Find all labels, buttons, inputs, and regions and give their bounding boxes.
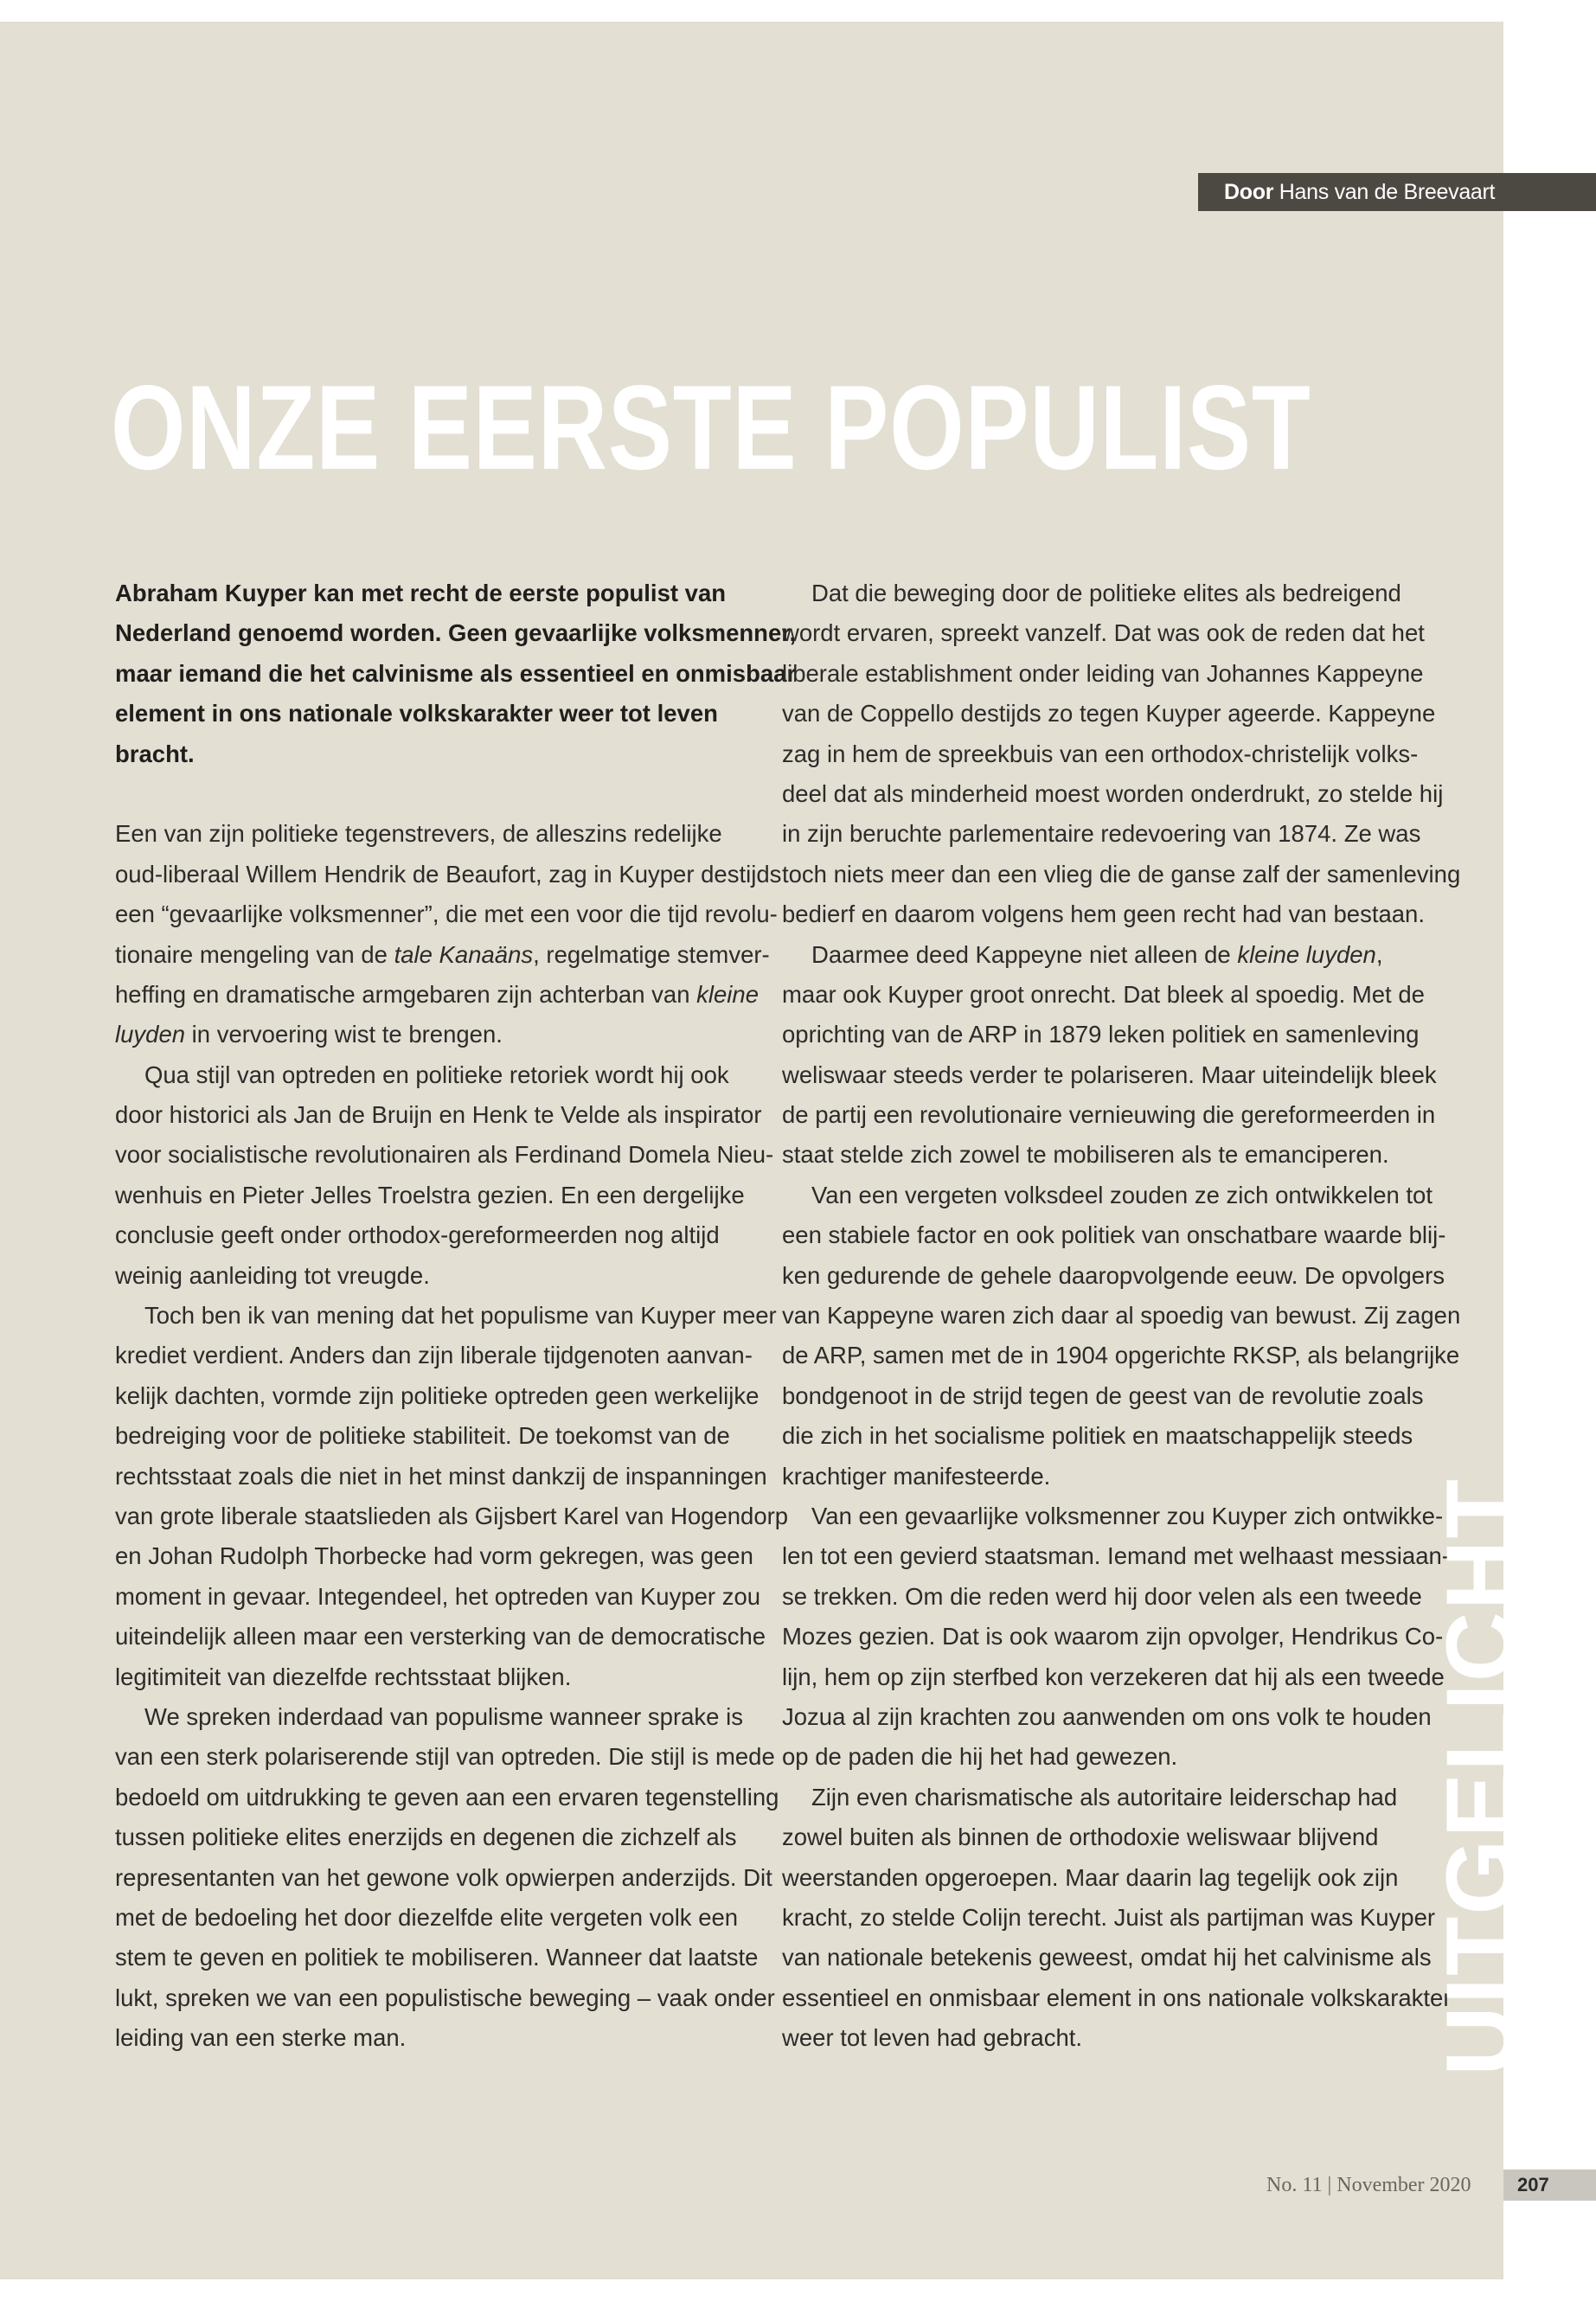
text-line bbox=[115, 1015, 747, 1054]
byline bbox=[1198, 173, 1596, 211]
text-line: maar ook Kuyper groot onrecht. Dat bleek al spoedig. Met de bbox=[782, 980, 1425, 1008]
text-line: van grote liberale staatslieden als Gijsbert Karel van Hogendorp bbox=[115, 1502, 789, 1529]
text-line: krachtiger manifesteerde. bbox=[782, 1462, 1051, 1490]
text-line: Dat die beweging door de politieke elites als bedreigend bbox=[811, 580, 1401, 606]
text-line: bondgenoot in de strijd tegen de geest van de revolutie zoals bbox=[782, 1381, 1424, 1409]
text-line: Toch ben ik van mening dat het populisme van Kuyper meer bbox=[144, 1302, 777, 1330]
text-line: Mozes gezien. Dat is ook waarom zijn opvolger, Hendrikus Co- bbox=[782, 1623, 1444, 1650]
text-line: staat stelde zich zowel te mobiliseren als te emanciperen. bbox=[782, 1141, 1389, 1169]
text-line: een “gevaarlijke volksmenner”, die met een voor die tijd revolu- bbox=[115, 901, 778, 928]
text-line: van een sterk polariserende stijl van optreden. Die stijl is mede bbox=[115, 1743, 775, 1771]
text-line: kelijk dachten, vormde zijn politieke optreden geen werkelijke bbox=[115, 1381, 760, 1409]
text-line bbox=[115, 975, 759, 1015]
text-line: leiding van een sterke man. bbox=[115, 2024, 407, 2052]
section-label: UITGELICHT bbox=[1426, 1477, 1535, 2076]
text-line: ken gedurende de gehele daaropvolgende eeuw. De opvolgers bbox=[782, 1261, 1445, 1289]
text-line: van de Coppello destijds zo tegen Kuyper ageerde. Kappeyne bbox=[782, 700, 1436, 727]
text-run: Daarmee deed Kappeyne niet alleen de bbox=[811, 940, 1238, 968]
text-line: de partij een revolutionaire vernieuwing die gereformeerden in bbox=[782, 1101, 1436, 1129]
text-line: van Kappeyne waren zich daar al spoedig van bewust. Zij zagen bbox=[782, 1302, 1461, 1330]
text-run: tionaire mengeling van de bbox=[115, 940, 394, 968]
text-line: een stabiele factor en ook politiek van onschatbare waarde blij- bbox=[782, 1221, 1446, 1249]
text-line: krediet verdient. Anders dan zijn liberale tijdgenoten aanvan- bbox=[115, 1342, 753, 1369]
text-run: , bbox=[1375, 940, 1383, 968]
text-line: toch niets meer dan een vlieg die de ganse zalf der samenleving bbox=[782, 860, 1461, 888]
italic-phrase: tale Kanaäns bbox=[394, 940, 534, 968]
text-line: Qua stijl van optreden en politieke retoriek wordt hij ook bbox=[144, 1061, 729, 1088]
text-line: stem te geven en politiek te mobiliseren. Wanneer dat laatste bbox=[115, 1944, 759, 1971]
text-line: oud-liberaal Willem Hendrik de Beaufort, zag in Kuyper destijds bbox=[115, 860, 782, 888]
text-line: zag in hem de spreekbuis van een orthodox-christelijk volks- bbox=[782, 740, 1419, 767]
article-title: ONZE EERSTE POPULIST bbox=[111, 361, 1311, 495]
text-line: oprichting van de ARP in 1879 leken politiek en samenleving bbox=[782, 1021, 1420, 1048]
text-line: wenhuis en Pieter Jelles Troelstra gezien. En een dergelijke bbox=[115, 1181, 745, 1208]
text-line: element in ons nationale volkskarakter weer tot leven bbox=[115, 700, 718, 727]
paragraph bbox=[115, 1296, 789, 1697]
text-line: wordt ervaren, spreekt vanzelf. Dat was ook de reden dat het bbox=[782, 619, 1425, 647]
text-line: uiteindelijk alleen maar een versterking van de democratische bbox=[115, 1623, 766, 1650]
text-line: die zich in het socialisme politiek en maatschappelijk steeds bbox=[782, 1422, 1413, 1450]
text-line: deel dat als minderheid moest worden onderdrukt, zo stelde hij bbox=[782, 779, 1444, 807]
text-line: weerstanden opgeroepen. Maar daarin lag tegelijk ook zijn bbox=[782, 1863, 1399, 1891]
text-line: len tot een gevierd staatsman. Iemand met welhaast messiaan- bbox=[782, 1542, 1450, 1570]
text-line: met de bedoeling het door diezelfde elite vergeten volk een bbox=[115, 1903, 739, 1931]
issue-info: No. 11 | November 2020 bbox=[1266, 2174, 1471, 2196]
paragraph bbox=[115, 1697, 779, 2059]
text-line: voor socialistische revolutionairen als Ferdinand Domela Nieu- bbox=[115, 1141, 774, 1169]
italic-phrase: luyden bbox=[115, 1021, 186, 1048]
text-line: moment in gevaar. Integendeel, het optreden van Kuyper zou bbox=[115, 1582, 761, 1610]
text-line: op de paden die hij het had gewezen. bbox=[782, 1743, 1178, 1771]
paragraph bbox=[782, 1778, 1452, 2059]
paragraph bbox=[115, 814, 782, 1054]
text-line bbox=[115, 935, 770, 975]
italic-phrase: kleine bbox=[696, 980, 759, 1008]
text-line: We spreken inderdaad van populisme wanneer sprake is bbox=[144, 1702, 743, 1730]
text-line: kracht, zo stelde Colijn terecht. Juist als partijman was Kuyper bbox=[782, 1903, 1436, 1931]
text-line: weinig aanleiding tot vreugde. bbox=[115, 1261, 430, 1289]
text-line: lijn, hem op zijn sterfbed kon verzekeren dat hij als een tweede bbox=[782, 1663, 1445, 1690]
text-line: representanten van het gewone volk opwierpen anderzijds. Dit bbox=[115, 1863, 772, 1891]
text-line: Abraham Kuyper kan met recht de eerste populist van bbox=[115, 580, 727, 606]
text-run: heffing en dramatische armgebaren zijn achterban van bbox=[115, 980, 697, 1008]
byline-prefix: Door bbox=[1224, 180, 1274, 204]
text-run: in vervoering wist te brengen. bbox=[185, 1021, 503, 1048]
text-line bbox=[782, 935, 1422, 975]
left-column bbox=[115, 574, 797, 2058]
italic-phrase: kleine luyden bbox=[1237, 940, 1376, 968]
text-line: in zijn beruchte parlementaire redevoering van 1874. Ze was bbox=[782, 820, 1421, 848]
text-line: bracht. bbox=[115, 740, 195, 767]
text-line: liberale establishment onder leiding van Johannes Kappeyne bbox=[782, 659, 1424, 687]
text-line: Zijn even charismatische als autoritaire leiderschap had bbox=[811, 1783, 1398, 1811]
paragraph bbox=[782, 1497, 1450, 1778]
text-line: door historici als Jan de Bruijn en Henk te Velde als inspirator bbox=[115, 1101, 762, 1129]
text-line: bedoeld om uitdrukking te geven aan een ervaren tegenstelling bbox=[115, 1783, 779, 1811]
right-column bbox=[782, 574, 1461, 2058]
text-line: van nationale betekenis geweest, omdat hij het calvinisme als bbox=[782, 1944, 1432, 1971]
text-line: weliswaar steeds verder te polariseren. Maar uiteindelijk bleek bbox=[782, 1061, 1437, 1088]
text-line: en Johan Rudolph Thorbecke had vorm gekregen, was geen bbox=[115, 1542, 753, 1570]
text-line: weer tot leven had gebracht. bbox=[782, 2024, 1083, 2052]
text-line: bedierf en daarom volgens hem geen recht had van bestaan. bbox=[782, 901, 1425, 928]
byline-author: Hans van de Breevaart bbox=[1279, 180, 1496, 204]
text-line: se trekken. Om die reden werd hij door velen als een tweede bbox=[782, 1582, 1422, 1610]
text-line: lukt, spreken we van een populistische beweging – vaak onder bbox=[115, 1984, 775, 2011]
text-line: conclusie geeft onder orthodox-gereformeerden nog altijd bbox=[115, 1221, 720, 1249]
paragraph bbox=[782, 935, 1437, 1176]
text-line: essentieel en onmisbaar element in ons nationale volkskarakter bbox=[782, 1984, 1452, 2011]
text-line: Van een vergeten volksdeel zouden ze zich ontwikkelen tot bbox=[811, 1181, 1433, 1208]
paragraph bbox=[115, 1055, 774, 1296]
text-line: Jozua al zijn krachten zou aanwenden om ons volk te houden bbox=[782, 1702, 1432, 1730]
text-line: tussen politieke elites enerzijds en degenen die zichzelf als bbox=[115, 1823, 737, 1851]
text-line: de ARP, samen met de in 1904 opgerichte RKSP, als belangrijke bbox=[782, 1342, 1460, 1369]
paragraph bbox=[782, 574, 1461, 935]
text-line: Nederland genoemd worden. Geen gevaarlijke volksmenner, bbox=[115, 619, 797, 647]
text-line: Een van zijn politieke tegenstrevers, de alleszins redelijke bbox=[115, 820, 722, 848]
text-line: Van een gevaarlijke volksmenner zou Kuyper zich ontwikke- bbox=[811, 1502, 1444, 1529]
text-line: legitimiteit van diezelfde rechtsstaat blijken. bbox=[115, 1663, 572, 1690]
text-line: zowel buiten als binnen de orthodoxie weliswaar blijvend bbox=[782, 1823, 1379, 1851]
text-line: bedreiging voor de politieke stabiliteit. De toekomst van de bbox=[115, 1422, 730, 1450]
text-line: rechtsstaat zoals die niet in het minst dankzij de inspanningen bbox=[115, 1462, 767, 1490]
page-number: 207 bbox=[1503, 2170, 1596, 2201]
paragraph bbox=[782, 1176, 1461, 1497]
lead-paragraph bbox=[115, 574, 797, 774]
text-line: maar iemand die het calvinisme als essentieel en onmisbaar bbox=[115, 659, 797, 687]
text-run: , regelmatige stemver- bbox=[533, 940, 770, 968]
